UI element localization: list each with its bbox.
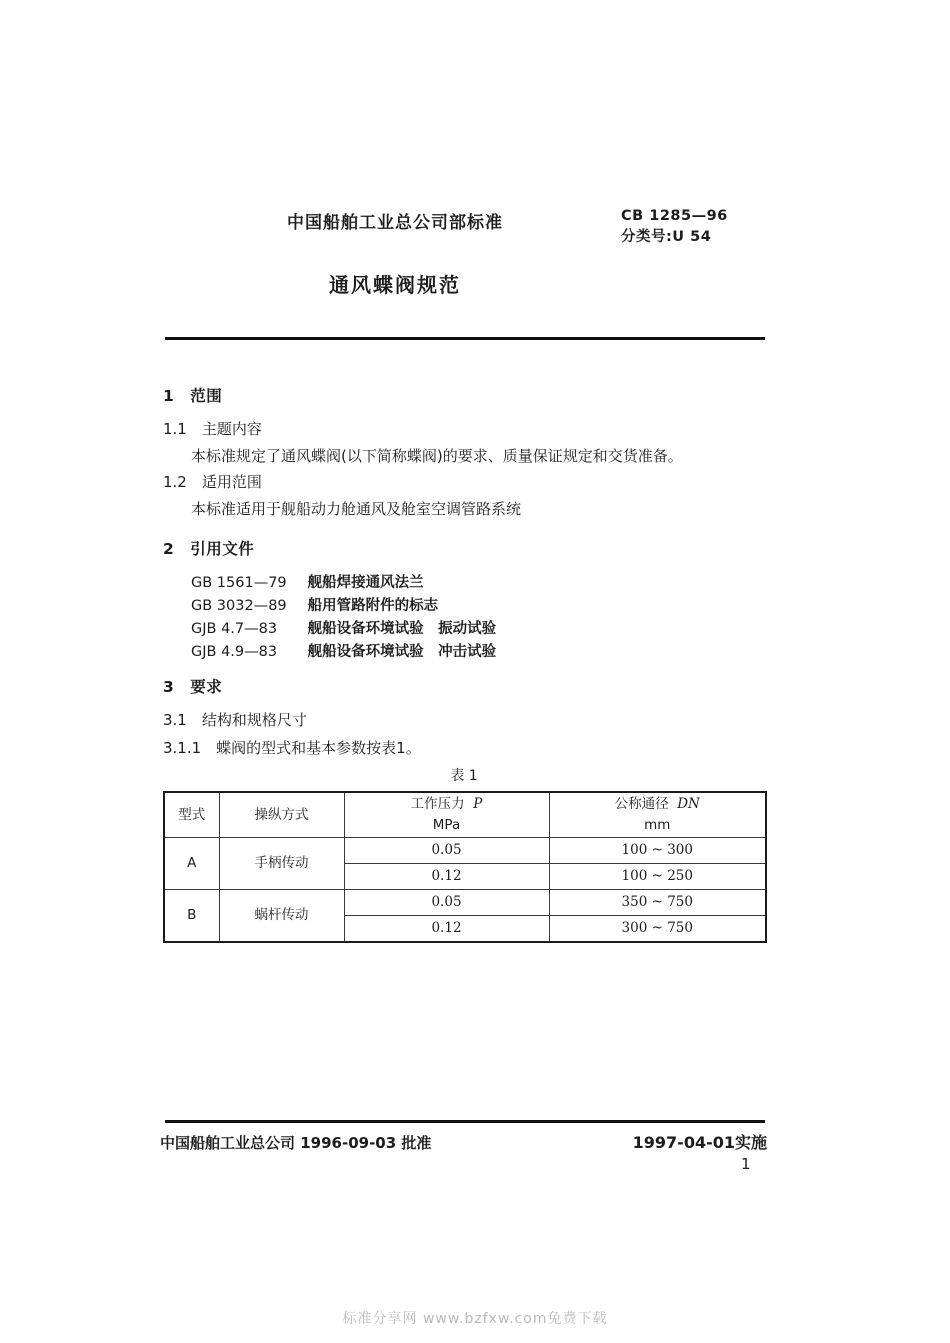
type-cell: A	[164, 838, 219, 890]
pressure-header-line1	[345, 794, 549, 815]
section-3-1-1-text: 3.1.1 蝶阀的型式和基本参数按表1。	[163, 739, 421, 758]
mode-cell: 手柄传动	[219, 838, 344, 890]
diameter-cell: 300 ~ 750	[549, 916, 766, 943]
pressure-cell: 0.12	[344, 864, 549, 890]
section-3-heading: 3 要求	[163, 677, 223, 696]
table-1-caption: 表 1	[450, 767, 478, 784]
reference-item	[191, 622, 765, 638]
standard-org-line: 中国船舶工业总公司部标准	[287, 213, 503, 233]
reference-item	[191, 576, 765, 592]
implementation-date: 1997-04-01实施	[632, 1133, 767, 1152]
pressure-cell: 0.05	[344, 838, 549, 864]
reference-code: GB 3032—89	[191, 598, 287, 615]
pressure-unit: MPa	[432, 817, 461, 834]
section-1-2-heading: 1.2 适用范围	[163, 473, 262, 492]
diameter-header-stack	[550, 794, 766, 836]
approval-line: 中国船舶工业总公司 1996-09-03 批准	[160, 1134, 432, 1152]
reference-item	[191, 645, 765, 661]
section-2-heading: 2 引用文件	[163, 540, 255, 559]
section-3-1-heading: 3.1 结构和规格尺寸	[163, 710, 307, 729]
standard-number-block	[621, 206, 728, 248]
diameter-cell: 350 ~ 750	[549, 890, 766, 916]
table-row	[164, 890, 766, 916]
page-number: 1	[741, 1155, 751, 1173]
mode-cell: 蜗杆传动	[219, 890, 344, 943]
reference-title: 舰船设备环境试验 冲击试验	[307, 643, 497, 660]
reference-title: 舰船设备环境试验 振动试验	[307, 620, 497, 637]
table-1	[163, 791, 767, 943]
pressure-cell: 0.12	[344, 916, 549, 943]
section-1-1-heading: 1.1 主题内容	[163, 420, 262, 439]
diameter-cell: 100 ~ 300	[549, 838, 766, 864]
watermark-text: 标准分享网 www.bzfxw.com免费下载	[342, 1311, 608, 1327]
pressure-header-stack	[345, 794, 549, 836]
section-1-1-text: 本标准规定了通风蝶阀(以下简称蝶阀)的要求、质量保证规定和交货准备。	[191, 446, 683, 465]
reference-item	[191, 599, 765, 615]
footer-divider	[165, 1120, 765, 1123]
classification-number: 分类号:U 54	[621, 229, 712, 246]
reference-code: GJB 4.9—83	[191, 643, 278, 660]
pressure-cell: 0.05	[344, 890, 549, 916]
footer	[160, 1130, 767, 1153]
table-header-pressure	[344, 792, 549, 838]
section-1-2-text: 本标准适用于舰船动力舱通风及舱室空调管路系统	[191, 499, 522, 518]
title-divider	[165, 337, 765, 340]
section-1-heading: 1 范围	[163, 387, 223, 405]
standard-number: CB 1285—96	[621, 208, 728, 224]
diameter-cell: 100 ~ 250	[549, 864, 766, 890]
table-header-type: 型式	[164, 792, 219, 838]
reference-code: GJB 4.7—83	[191, 620, 278, 637]
table-header-row	[164, 792, 766, 838]
document-content	[163, 388, 765, 943]
table-header-mode: 操纵方式	[219, 792, 344, 838]
document-title: 通风蝶阀规范	[329, 273, 461, 297]
type-cell: B	[164, 890, 219, 943]
table-header-diameter	[549, 792, 766, 838]
reference-code: GB 1561—79	[191, 575, 287, 592]
pressure-label: 工作压力	[410, 796, 465, 813]
diameter-label: 公称通径	[614, 796, 669, 813]
diameter-symbol: DN	[677, 796, 700, 813]
diameter-unit: mm	[644, 817, 671, 834]
reference-list	[163, 576, 765, 661]
reference-title: 舰船焊接通风法兰	[307, 575, 424, 592]
table-row	[164, 838, 766, 864]
pressure-symbol: P	[473, 796, 483, 813]
reference-title: 船用管路附件的标志	[307, 598, 439, 615]
diameter-header-line1	[550, 794, 766, 815]
